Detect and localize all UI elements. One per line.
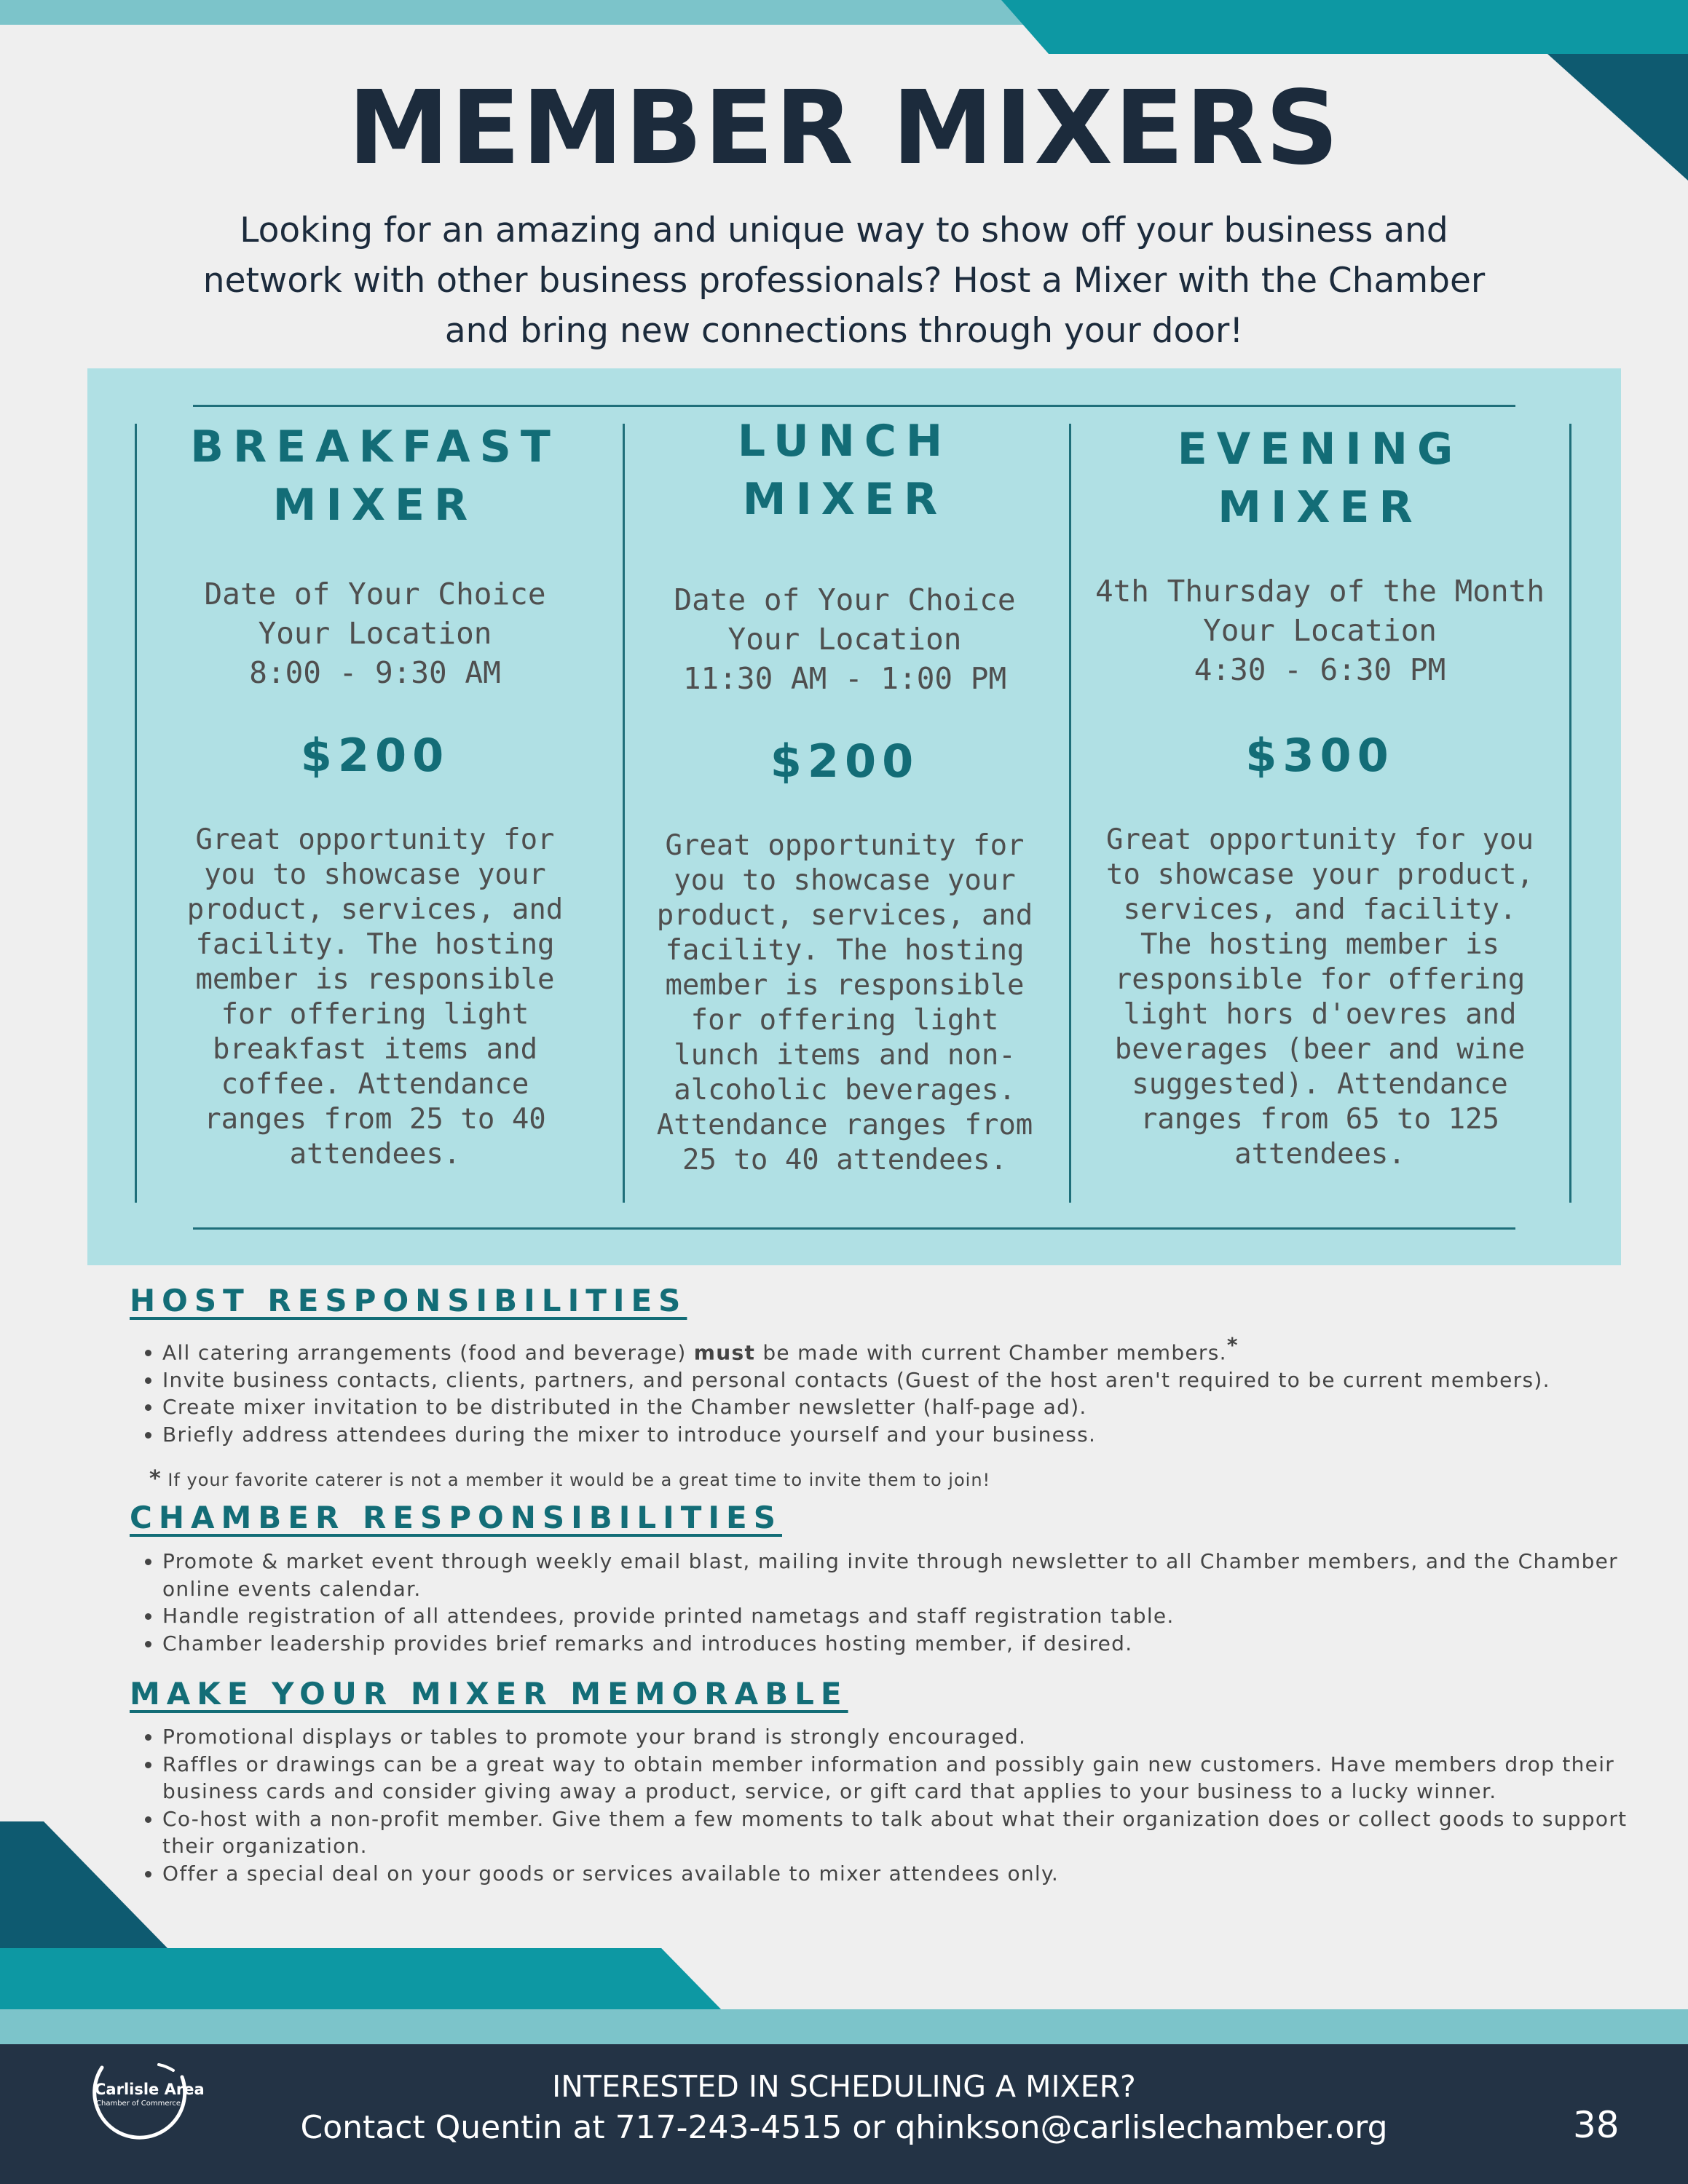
asterisk-mark: * (149, 1466, 162, 1492)
memorable-list (130, 1723, 1655, 1887)
list-item: • Invite business contacts, clients, partners, and personal contacts (Guest of the host aren't required to be current members). (162, 1366, 1655, 1394)
top-left-band (0, 0, 1034, 25)
mixer-description: Great opportunity for you to showcase your product, services, and facility. The hosting member is responsible for offering light breakfast items and coffee. Attendance ranges from 25 to 40 attendees. (186, 823, 564, 1171)
mixer-time: 4:30 - 6:30 PM (1194, 652, 1446, 687)
host-responsibilities-heading: HOST RESPONSIBILITIES (130, 1283, 687, 1318)
list-item: • Create mixer invitation to be distributed in the Chamber newsletter (half-page ad). (162, 1393, 1655, 1421)
page-title: MEMBER MIXERS (347, 69, 1341, 188)
chamber-responsibilities-heading: CHAMBER RESPONSIBILITIES (130, 1500, 782, 1535)
bottom-light-band (0, 2009, 1688, 2044)
mixer-price: $300 (1245, 729, 1395, 782)
page-number: 38 (1573, 2104, 1620, 2146)
footnote: * If your favorite caterer is not a member it would be a great time to invite them to join! (149, 1466, 991, 1492)
lunch-mixer-card (648, 412, 1041, 1178)
logo-subtitle: Chamber of Commerce (96, 2100, 181, 2108)
list-item: • Promote & market event through weekly email blast, mailing invite through newsletter to all Chamber members, and the Chamber online events calendar. (162, 1548, 1655, 1602)
list-item: • Offer a special deal on your goods or services available to mixer attendees only. (162, 1860, 1655, 1888)
mixer-time: 8:00 - 9:30 AM (249, 655, 501, 690)
mixer-time: 11:30 AM - 1:00 PM (682, 661, 1007, 696)
panel-divider (1069, 424, 1071, 1203)
list-item: • Chamber leadership provides brief remarks and introduces hosting member, if desired. (162, 1630, 1655, 1658)
chamber-responsibilities-list (130, 1548, 1655, 1657)
list-item: • Co-host with a non-profit member. Give them a few moments to talk about what their organization does or collect goods to support their organization. (162, 1805, 1655, 1860)
mixer-description: Great opportunity for you to showcase your product, services, and facility. The hosting member is responsible for offering light hors d'oevres and beverages (beer and wine suggested). Attendance ranges from 65 to 125 attendees. (1106, 823, 1534, 1171)
footer-contact: Contact Quentin at 717-243-4515 or qhinkson@carlislechamber.org (300, 2109, 1388, 2146)
list-item: • Briefly address attendees during the mixer to introduce yourself and your business. (162, 1421, 1655, 1449)
intro-text: Looking for an amazing and unique way to show off your business and network with other business professionals? Host a Mixer with the Chamber and bring new connections through your door! (202, 210, 1486, 351)
evening-mixer-card (1081, 420, 1558, 1172)
panel-top-rule (193, 405, 1515, 407)
panel-divider (135, 424, 137, 1203)
mixer-title: MIXER (1218, 482, 1422, 533)
memorable-heading: MAKE YOUR MIXER MEMORABLE (130, 1676, 848, 1712)
top-right-band (1001, 0, 1688, 54)
host-responsibilities-list (130, 1332, 1655, 1448)
mixer-location: Your Location (727, 622, 962, 657)
mixer-title: MIXER (272, 480, 478, 531)
mixer-title: LUNCH (737, 416, 953, 467)
mixer-title: EVENING (1177, 424, 1463, 475)
panel-divider (623, 424, 625, 1203)
mixer-title: MIXER (742, 474, 947, 525)
mixer-date: 4th Thursday of the Month (1095, 574, 1545, 609)
list-item: • Raffles or drawings can be a great way to obtain member information and possibly gain new customers. Have members drop their business cards and consider giving away a product, service, or gift card that applies to your business to a lucky winner. (162, 1751, 1655, 1805)
mixer-description: Great opportunity for you to showcase your product, services, and facility. The hosting member is responsible for offering light lunch items and non-alcoholic beverages. Attendance ranges from 25 to 40 attendees. (656, 829, 1033, 1176)
breakfast-mixer-card (167, 418, 583, 1172)
mixer-price: $200 (770, 735, 920, 788)
mixer-location: Your Location (258, 616, 492, 651)
list-item: • Promotional displays or tables to promote your brand is strongly encouraged. (162, 1723, 1655, 1751)
logo-name: Carlisle Area (95, 2081, 205, 2098)
footer-cta: INTERESTED IN SCHEDULING A MIXER? (552, 2069, 1136, 2104)
asterisk-mark: * (1226, 1333, 1239, 1357)
panel-bottom-rule (193, 1227, 1515, 1230)
mixer-title: BREAKFAST (190, 422, 560, 472)
list-item: • All catering arrangements (food and beverage) must be made with current Chamber members.* (162, 1332, 1655, 1366)
panel-divider (1569, 424, 1571, 1203)
mixer-price: $200 (300, 729, 450, 782)
mixer-location: Your Location (1203, 613, 1437, 648)
mixer-date: Date of Your Choice (204, 577, 546, 612)
list-item: • Handle registration of all attendees, provide printed nametags and staff registration table. (162, 1602, 1655, 1630)
mixer-date: Date of Your Choice (674, 582, 1016, 617)
